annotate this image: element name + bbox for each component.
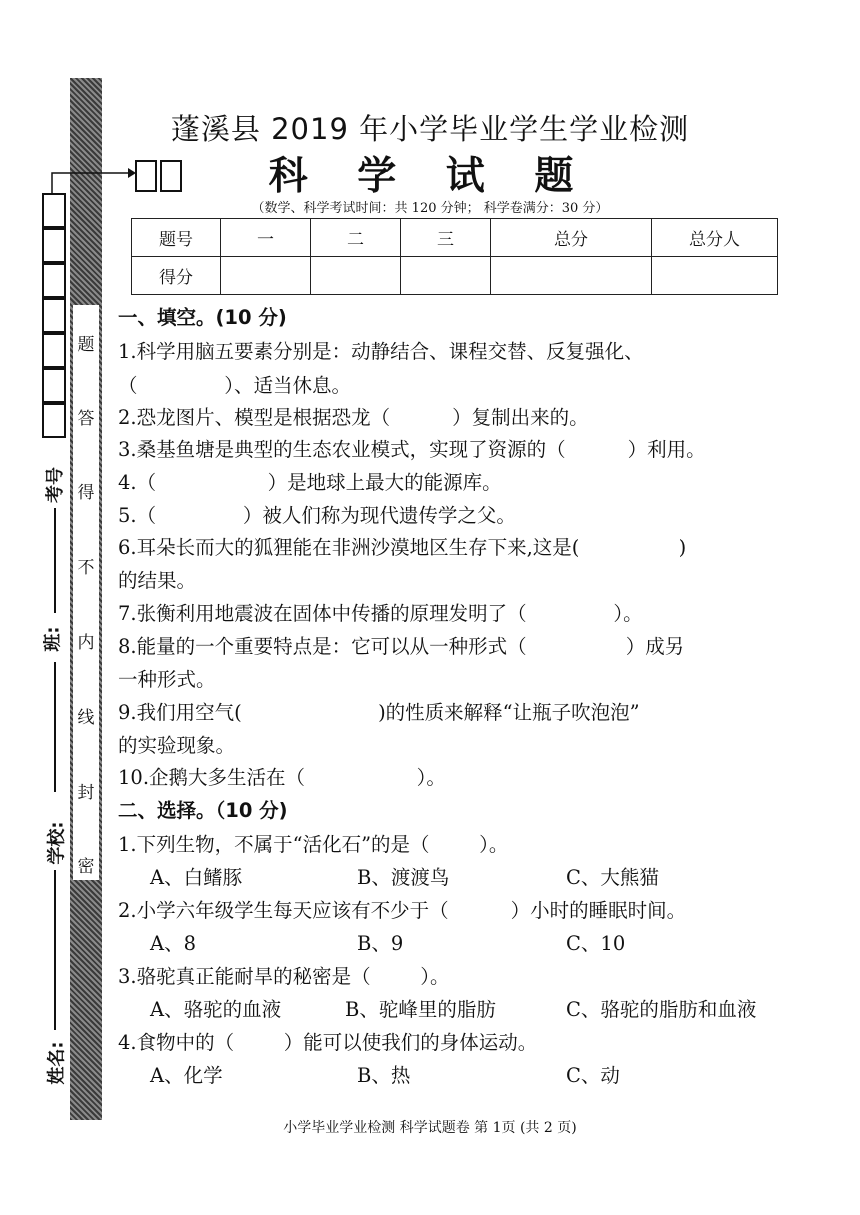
score-header-cell: 总分人 — [652, 219, 778, 257]
fill-line: 9.我们用空气( )的性质来解释“让瓶子吹泡泡” — [118, 701, 640, 724]
exam-no-box[interactable] — [42, 263, 66, 298]
fill-line: 6.耳朵长而大的狐狸能在非洲沙漠地区生存下来,这是( ) — [118, 536, 687, 559]
option-c[interactable]: C、10 — [566, 932, 626, 955]
exam-no-label: 考号 — [45, 467, 66, 503]
subject-title: 科 学 试 题 — [268, 154, 592, 199]
school-label: 学校: — [46, 821, 68, 865]
option-b[interactable]: B、9 — [357, 932, 404, 955]
binding-char: 内 — [77, 633, 95, 653]
score-row — [132, 257, 778, 295]
fill-line: 2.恐龙图片、模型是根据恐龙（ ）复制出来的。 — [118, 406, 589, 429]
binding-char: 封 — [77, 783, 95, 803]
score-cell[interactable] — [221, 257, 311, 295]
class-label: 班: — [42, 626, 64, 652]
exam-note: （数学、科学考试时间：共 120 分钟； 科学卷满分：30 分） — [251, 201, 609, 216]
binding-char: 密 — [77, 857, 95, 877]
option-a[interactable]: A、骆驼的血液 — [150, 998, 282, 1021]
school-line[interactable] — [54, 662, 56, 792]
exam-no-box[interactable] — [42, 228, 66, 263]
score-header-cell: 题号 — [132, 219, 221, 257]
section1-heading: 一、填空。(10 分) — [118, 306, 287, 329]
score-header-cell: 三 — [401, 219, 491, 257]
exam-no-box[interactable] — [42, 403, 66, 438]
fill-line: 的实验现象。 — [118, 734, 236, 757]
binding-char: 线 — [77, 708, 95, 728]
question-stem: 4.食物中的（ ）能可以使我们的身体运动。 — [118, 1031, 538, 1054]
fill-line: 1.科学用脑五要素分别是：动静结合、课程交替、反复强化、 — [118, 340, 644, 363]
score-table — [131, 218, 778, 295]
name-label: 姓名: — [46, 1041, 68, 1085]
score-cell[interactable] — [491, 257, 652, 295]
fill-line: （ ）、适当休息。 — [118, 374, 352, 397]
option-c[interactable]: C、动 — [566, 1064, 620, 1087]
exam-no-box[interactable] — [42, 368, 66, 403]
binding-char: 题 — [77, 335, 95, 355]
class-line[interactable] — [54, 508, 56, 613]
question-stem: 2.小学六年级学生每天应该有不少于（ ）小时的睡眠时间。 — [118, 899, 687, 922]
question-stem: 3.骆驼真正能耐旱的秘密是（ ）。 — [118, 965, 450, 988]
score-header-cell: 二 — [311, 219, 401, 257]
option-c[interactable]: C、大熊猫 — [566, 866, 659, 889]
fill-line: 7.张衡利用地震波在固体中传播的原理发明了（ ）。 — [118, 602, 643, 625]
option-b[interactable]: B、渡渡鸟 — [357, 866, 450, 889]
score-row-label: 得分 — [132, 257, 221, 295]
fill-line: 8.能量的一个重要特点是：它可以从一种形式（ ）成另 — [118, 635, 685, 658]
score-header-row — [132, 219, 778, 257]
question-stem: 1.下列生物，不属于“活化石”的是（ ）。 — [118, 833, 509, 856]
page-footer: 小学毕业学业检测 科学试题卷 第 1页 (共 2 页) — [283, 1120, 577, 1136]
option-a[interactable]: A、化学 — [150, 1064, 223, 1087]
binding-char: 得 — [77, 483, 95, 503]
fill-line: 10.企鹅大多生活在（ ）。 — [118, 766, 446, 789]
fill-line: 5.（ ）被人们称为现代遗传学之父。 — [118, 504, 516, 527]
option-a[interactable]: A、8 — [150, 932, 196, 955]
name-line[interactable] — [54, 870, 56, 1030]
binding-char: 答 — [77, 409, 95, 429]
option-c[interactable]: C、骆驼的脂肪和血液 — [566, 998, 757, 1021]
fill-line: 3.桑基鱼塘是典型的生态农业模式，实现了资源的（ ）利用。 — [118, 438, 706, 461]
score-cell[interactable] — [652, 257, 778, 295]
section2-heading: 二、选择。（10 分) — [118, 799, 288, 822]
score-header-cell: 一 — [221, 219, 311, 257]
score-cell[interactable] — [311, 257, 401, 295]
fill-line: 的结果。 — [118, 569, 197, 592]
fill-line: 4.（ ）是地球上最大的能源库。 — [118, 471, 502, 494]
score-header-cell: 总分 — [491, 219, 652, 257]
exam-no-box[interactable] — [42, 298, 66, 333]
binding-char: 不 — [77, 558, 95, 578]
option-a[interactable]: A、白鳍豚 — [150, 866, 243, 889]
score-cell[interactable] — [401, 257, 491, 295]
option-b[interactable]: B、驼峰里的脂肪 — [345, 998, 496, 1021]
fill-line: 一种形式。 — [118, 668, 216, 691]
exam-no-box[interactable] — [42, 333, 66, 368]
option-b[interactable]: B、热 — [357, 1064, 411, 1087]
exam-title: 蓬溪县 2019 年小学毕业学生学业检测 — [170, 112, 690, 146]
